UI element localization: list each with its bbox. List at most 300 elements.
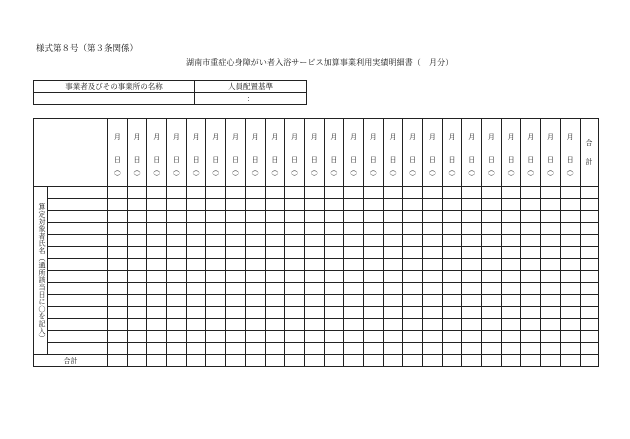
attendance-cell[interactable] <box>344 343 364 355</box>
attendance-cell[interactable] <box>108 319 128 331</box>
attendance-cell[interactable] <box>304 259 324 271</box>
attendance-cell[interactable] <box>541 187 561 199</box>
attendance-cell[interactable] <box>403 331 423 343</box>
attendance-cell[interactable] <box>245 187 265 199</box>
attendance-cell[interactable] <box>285 187 305 199</box>
row-total-cell[interactable] <box>580 331 598 343</box>
attendance-cell[interactable] <box>501 259 521 271</box>
attendance-cell[interactable] <box>462 199 482 211</box>
column-total-cell[interactable] <box>186 355 206 367</box>
attendance-cell[interactable] <box>147 259 167 271</box>
person-name-cell[interactable] <box>48 199 108 211</box>
attendance-cell[interactable] <box>147 271 167 283</box>
attendance-cell[interactable] <box>127 343 147 355</box>
attendance-cell[interactable] <box>383 199 403 211</box>
attendance-cell[interactable] <box>127 307 147 319</box>
attendance-cell[interactable] <box>285 307 305 319</box>
day-header-cell[interactable] <box>403 119 423 187</box>
attendance-cell[interactable] <box>324 199 344 211</box>
attendance-cell[interactable] <box>285 211 305 223</box>
day-header-cell[interactable] <box>304 119 324 187</box>
day-header-cell[interactable] <box>186 119 206 187</box>
attendance-cell[interactable] <box>560 247 580 259</box>
attendance-cell[interactable] <box>363 211 383 223</box>
attendance-cell[interactable] <box>108 247 128 259</box>
column-total-cell[interactable] <box>383 355 403 367</box>
attendance-cell[interactable] <box>521 307 541 319</box>
attendance-cell[interactable] <box>442 247 462 259</box>
attendance-cell[interactable] <box>285 283 305 295</box>
attendance-cell[interactable] <box>423 271 443 283</box>
attendance-cell[interactable] <box>186 247 206 259</box>
attendance-cell[interactable] <box>324 223 344 235</box>
attendance-cell[interactable] <box>521 295 541 307</box>
row-total-cell[interactable] <box>580 319 598 331</box>
day-header-cell[interactable] <box>423 119 443 187</box>
attendance-cell[interactable] <box>560 319 580 331</box>
attendance-cell[interactable] <box>462 187 482 199</box>
attendance-cell[interactable] <box>285 319 305 331</box>
attendance-cell[interactable] <box>226 331 246 343</box>
attendance-cell[interactable] <box>245 319 265 331</box>
day-header-cell[interactable] <box>383 119 403 187</box>
person-name-cell[interactable] <box>48 247 108 259</box>
row-total-cell[interactable] <box>580 247 598 259</box>
attendance-cell[interactable] <box>206 307 226 319</box>
attendance-cell[interactable] <box>363 343 383 355</box>
attendance-cell[interactable] <box>245 331 265 343</box>
attendance-cell[interactable] <box>285 295 305 307</box>
attendance-cell[interactable] <box>521 247 541 259</box>
attendance-cell[interactable] <box>226 343 246 355</box>
attendance-cell[interactable] <box>186 223 206 235</box>
attendance-cell[interactable] <box>541 343 561 355</box>
attendance-cell[interactable] <box>423 187 443 199</box>
attendance-cell[interactable] <box>324 211 344 223</box>
column-total-cell[interactable] <box>423 355 443 367</box>
column-total-cell[interactable] <box>285 355 305 367</box>
attendance-cell[interactable] <box>423 319 443 331</box>
attendance-cell[interactable] <box>127 319 147 331</box>
person-name-cell[interactable] <box>48 259 108 271</box>
attendance-cell[interactable] <box>501 235 521 247</box>
attendance-cell[interactable] <box>324 271 344 283</box>
attendance-cell[interactable] <box>482 283 502 295</box>
attendance-cell[interactable] <box>423 235 443 247</box>
attendance-cell[interactable] <box>206 247 226 259</box>
column-total-cell[interactable] <box>403 355 423 367</box>
attendance-cell[interactable] <box>442 259 462 271</box>
attendance-cell[interactable] <box>462 271 482 283</box>
day-header-cell[interactable] <box>541 119 561 187</box>
attendance-cell[interactable] <box>482 319 502 331</box>
person-name-cell[interactable] <box>48 295 108 307</box>
column-total-cell[interactable] <box>501 355 521 367</box>
attendance-cell[interactable] <box>521 259 541 271</box>
attendance-cell[interactable] <box>403 199 423 211</box>
attendance-cell[interactable] <box>383 343 403 355</box>
attendance-cell[interactable] <box>324 247 344 259</box>
attendance-cell[interactable] <box>521 211 541 223</box>
attendance-cell[interactable] <box>482 307 502 319</box>
attendance-cell[interactable] <box>186 319 206 331</box>
attendance-cell[interactable] <box>206 187 226 199</box>
day-header-cell[interactable] <box>482 119 502 187</box>
attendance-cell[interactable] <box>403 259 423 271</box>
person-name-cell[interactable] <box>48 319 108 331</box>
attendance-cell[interactable] <box>147 235 167 247</box>
attendance-cell[interactable] <box>265 223 285 235</box>
attendance-cell[interactable] <box>324 235 344 247</box>
attendance-cell[interactable] <box>363 235 383 247</box>
attendance-cell[interactable] <box>501 283 521 295</box>
attendance-cell[interactable] <box>560 283 580 295</box>
attendance-cell[interactable] <box>265 247 285 259</box>
attendance-cell[interactable] <box>541 331 561 343</box>
attendance-cell[interactable] <box>383 295 403 307</box>
attendance-cell[interactable] <box>541 223 561 235</box>
attendance-cell[interactable] <box>108 307 128 319</box>
column-total-cell[interactable] <box>304 355 324 367</box>
day-header-cell[interactable] <box>265 119 285 187</box>
attendance-cell[interactable] <box>245 199 265 211</box>
attendance-cell[interactable] <box>206 199 226 211</box>
attendance-cell[interactable] <box>226 259 246 271</box>
attendance-cell[interactable] <box>285 247 305 259</box>
attendance-cell[interactable] <box>403 187 423 199</box>
attendance-cell[interactable] <box>167 259 187 271</box>
provider-name-value[interactable] <box>34 93 195 105</box>
attendance-cell[interactable] <box>265 235 285 247</box>
person-name-cell[interactable] <box>48 307 108 319</box>
attendance-cell[interactable] <box>363 295 383 307</box>
attendance-cell[interactable] <box>403 295 423 307</box>
attendance-cell[interactable] <box>226 199 246 211</box>
column-total-cell[interactable] <box>245 355 265 367</box>
attendance-cell[interactable] <box>186 331 206 343</box>
attendance-cell[interactable] <box>186 259 206 271</box>
attendance-cell[interactable] <box>186 199 206 211</box>
attendance-cell[interactable] <box>521 283 541 295</box>
column-total-cell[interactable] <box>226 355 246 367</box>
attendance-cell[interactable] <box>423 199 443 211</box>
day-header-cell[interactable] <box>324 119 344 187</box>
attendance-cell[interactable] <box>521 199 541 211</box>
attendance-cell[interactable] <box>226 223 246 235</box>
person-name-cell[interactable] <box>48 271 108 283</box>
attendance-cell[interactable] <box>442 319 462 331</box>
attendance-cell[interactable] <box>226 271 246 283</box>
attendance-cell[interactable] <box>482 331 502 343</box>
attendance-cell[interactable] <box>442 211 462 223</box>
attendance-cell[interactable] <box>403 247 423 259</box>
attendance-cell[interactable] <box>344 319 364 331</box>
attendance-cell[interactable] <box>265 295 285 307</box>
attendance-cell[interactable] <box>560 199 580 211</box>
attendance-cell[interactable] <box>147 307 167 319</box>
attendance-cell[interactable] <box>541 319 561 331</box>
attendance-cell[interactable] <box>560 295 580 307</box>
attendance-cell[interactable] <box>541 295 561 307</box>
attendance-cell[interactable] <box>304 343 324 355</box>
attendance-cell[interactable] <box>403 235 423 247</box>
attendance-cell[interactable] <box>462 235 482 247</box>
attendance-cell[interactable] <box>167 307 187 319</box>
attendance-cell[interactable] <box>403 319 423 331</box>
attendance-cell[interactable] <box>363 271 383 283</box>
attendance-cell[interactable] <box>521 271 541 283</box>
column-total-cell[interactable] <box>127 355 147 367</box>
attendance-cell[interactable] <box>482 187 502 199</box>
attendance-cell[interactable] <box>304 235 324 247</box>
attendance-cell[interactable] <box>383 331 403 343</box>
attendance-cell[interactable] <box>226 235 246 247</box>
attendance-cell[interactable] <box>206 259 226 271</box>
attendance-cell[interactable] <box>127 331 147 343</box>
attendance-cell[interactable] <box>147 223 167 235</box>
attendance-cell[interactable] <box>304 319 324 331</box>
attendance-cell[interactable] <box>167 247 187 259</box>
attendance-cell[interactable] <box>403 271 423 283</box>
attendance-cell[interactable] <box>206 211 226 223</box>
attendance-cell[interactable] <box>226 211 246 223</box>
attendance-cell[interactable] <box>186 235 206 247</box>
attendance-cell[interactable] <box>167 343 187 355</box>
attendance-cell[interactable] <box>482 223 502 235</box>
attendance-cell[interactable] <box>423 259 443 271</box>
attendance-cell[interactable] <box>462 211 482 223</box>
attendance-cell[interactable] <box>226 319 246 331</box>
column-total-cell[interactable] <box>580 355 598 367</box>
attendance-cell[interactable] <box>245 223 265 235</box>
attendance-cell[interactable] <box>108 235 128 247</box>
attendance-cell[interactable] <box>206 331 226 343</box>
attendance-cell[interactable] <box>541 283 561 295</box>
attendance-cell[interactable] <box>403 283 423 295</box>
attendance-cell[interactable] <box>560 343 580 355</box>
attendance-cell[interactable] <box>304 199 324 211</box>
day-header-cell[interactable] <box>167 119 187 187</box>
attendance-cell[interactable] <box>442 187 462 199</box>
attendance-cell[interactable] <box>560 331 580 343</box>
person-name-cell[interactable] <box>48 211 108 223</box>
attendance-cell[interactable] <box>186 271 206 283</box>
person-name-cell[interactable] <box>48 187 108 199</box>
attendance-cell[interactable] <box>560 307 580 319</box>
attendance-cell[interactable] <box>541 271 561 283</box>
attendance-cell[interactable] <box>383 307 403 319</box>
attendance-cell[interactable] <box>501 295 521 307</box>
staffing-standard-value[interactable]: ： <box>195 93 307 105</box>
attendance-cell[interactable] <box>363 187 383 199</box>
attendance-cell[interactable] <box>245 295 265 307</box>
person-name-cell[interactable] <box>48 235 108 247</box>
attendance-cell[interactable] <box>147 343 167 355</box>
day-header-cell[interactable] <box>245 119 265 187</box>
attendance-cell[interactable] <box>245 343 265 355</box>
attendance-cell[interactable] <box>363 223 383 235</box>
attendance-cell[interactable] <box>265 187 285 199</box>
attendance-cell[interactable] <box>245 211 265 223</box>
attendance-cell[interactable] <box>245 307 265 319</box>
column-total-cell[interactable] <box>482 355 502 367</box>
attendance-cell[interactable] <box>383 319 403 331</box>
attendance-cell[interactable] <box>167 235 187 247</box>
attendance-cell[interactable] <box>482 343 502 355</box>
attendance-cell[interactable] <box>108 331 128 343</box>
day-header-cell[interactable] <box>285 119 305 187</box>
attendance-cell[interactable] <box>442 223 462 235</box>
attendance-cell[interactable] <box>442 199 462 211</box>
attendance-cell[interactable] <box>147 319 167 331</box>
attendance-cell[interactable] <box>363 247 383 259</box>
attendance-cell[interactable] <box>206 223 226 235</box>
row-total-cell[interactable] <box>580 223 598 235</box>
attendance-cell[interactable] <box>462 307 482 319</box>
attendance-cell[interactable] <box>383 283 403 295</box>
person-name-cell[interactable] <box>48 283 108 295</box>
attendance-cell[interactable] <box>363 307 383 319</box>
row-total-cell[interactable] <box>580 343 598 355</box>
attendance-cell[interactable] <box>226 295 246 307</box>
attendance-cell[interactable] <box>265 319 285 331</box>
day-header-cell[interactable] <box>521 119 541 187</box>
attendance-cell[interactable] <box>245 235 265 247</box>
column-total-cell[interactable] <box>560 355 580 367</box>
attendance-cell[interactable] <box>265 283 285 295</box>
row-total-cell[interactable] <box>580 259 598 271</box>
row-total-cell[interactable] <box>580 307 598 319</box>
attendance-cell[interactable] <box>324 331 344 343</box>
attendance-cell[interactable] <box>304 283 324 295</box>
attendance-cell[interactable] <box>501 211 521 223</box>
attendance-cell[interactable] <box>324 319 344 331</box>
attendance-cell[interactable] <box>206 319 226 331</box>
day-header-cell[interactable] <box>501 119 521 187</box>
attendance-cell[interactable] <box>442 295 462 307</box>
column-total-cell[interactable] <box>442 355 462 367</box>
attendance-cell[interactable] <box>167 199 187 211</box>
attendance-cell[interactable] <box>501 307 521 319</box>
attendance-cell[interactable] <box>167 331 187 343</box>
attendance-cell[interactable] <box>127 247 147 259</box>
attendance-cell[interactable] <box>186 211 206 223</box>
attendance-cell[interactable] <box>363 259 383 271</box>
attendance-cell[interactable] <box>423 343 443 355</box>
attendance-cell[interactable] <box>245 283 265 295</box>
attendance-cell[interactable] <box>108 199 128 211</box>
attendance-cell[interactable] <box>108 343 128 355</box>
attendance-cell[interactable] <box>226 307 246 319</box>
attendance-cell[interactable] <box>206 343 226 355</box>
attendance-cell[interactable] <box>363 199 383 211</box>
attendance-cell[interactable] <box>501 187 521 199</box>
row-total-cell[interactable] <box>580 235 598 247</box>
attendance-cell[interactable] <box>186 283 206 295</box>
row-total-cell[interactable] <box>580 295 598 307</box>
person-name-cell[interactable] <box>48 223 108 235</box>
attendance-cell[interactable] <box>442 271 462 283</box>
attendance-cell[interactable] <box>344 331 364 343</box>
attendance-cell[interactable] <box>285 259 305 271</box>
attendance-cell[interactable] <box>344 247 364 259</box>
attendance-cell[interactable] <box>108 283 128 295</box>
attendance-cell[interactable] <box>423 283 443 295</box>
attendance-cell[interactable] <box>442 235 462 247</box>
attendance-cell[interactable] <box>245 247 265 259</box>
column-total-cell[interactable] <box>462 355 482 367</box>
day-header-cell[interactable] <box>344 119 364 187</box>
attendance-cell[interactable] <box>285 343 305 355</box>
day-header-cell[interactable] <box>226 119 246 187</box>
attendance-cell[interactable] <box>206 271 226 283</box>
attendance-cell[interactable] <box>344 187 364 199</box>
day-header-cell[interactable] <box>363 119 383 187</box>
attendance-cell[interactable] <box>541 211 561 223</box>
attendance-cell[interactable] <box>324 343 344 355</box>
attendance-cell[interactable] <box>344 211 364 223</box>
attendance-cell[interactable] <box>383 223 403 235</box>
attendance-cell[interactable] <box>245 271 265 283</box>
attendance-cell[interactable] <box>482 199 502 211</box>
column-total-cell[interactable] <box>167 355 187 367</box>
attendance-cell[interactable] <box>344 307 364 319</box>
attendance-cell[interactable] <box>186 307 206 319</box>
attendance-cell[interactable] <box>344 259 364 271</box>
column-total-cell[interactable] <box>324 355 344 367</box>
row-total-cell[interactable] <box>580 271 598 283</box>
attendance-cell[interactable] <box>462 283 482 295</box>
row-total-cell[interactable] <box>580 187 598 199</box>
attendance-cell[interactable] <box>383 247 403 259</box>
attendance-cell[interactable] <box>482 247 502 259</box>
attendance-cell[interactable] <box>501 319 521 331</box>
day-header-cell[interactable] <box>147 119 167 187</box>
attendance-cell[interactable] <box>462 343 482 355</box>
attendance-cell[interactable] <box>423 331 443 343</box>
attendance-cell[interactable] <box>344 283 364 295</box>
column-total-cell[interactable] <box>108 355 128 367</box>
attendance-cell[interactable] <box>344 271 364 283</box>
attendance-cell[interactable] <box>541 247 561 259</box>
attendance-cell[interactable] <box>265 271 285 283</box>
attendance-cell[interactable] <box>108 295 128 307</box>
attendance-cell[interactable] <box>324 259 344 271</box>
attendance-cell[interactable] <box>501 271 521 283</box>
row-total-cell[interactable] <box>580 199 598 211</box>
attendance-cell[interactable] <box>344 199 364 211</box>
attendance-cell[interactable] <box>501 223 521 235</box>
attendance-cell[interactable] <box>423 211 443 223</box>
attendance-cell[interactable] <box>127 211 147 223</box>
column-total-cell[interactable] <box>147 355 167 367</box>
attendance-cell[interactable] <box>324 283 344 295</box>
attendance-cell[interactable] <box>167 295 187 307</box>
attendance-cell[interactable] <box>147 283 167 295</box>
attendance-cell[interactable] <box>324 295 344 307</box>
attendance-cell[interactable] <box>285 199 305 211</box>
column-total-cell[interactable] <box>206 355 226 367</box>
attendance-cell[interactable] <box>482 235 502 247</box>
attendance-cell[interactable] <box>285 331 305 343</box>
attendance-cell[interactable] <box>167 223 187 235</box>
attendance-cell[interactable] <box>423 247 443 259</box>
day-header-cell[interactable] <box>108 119 128 187</box>
attendance-cell[interactable] <box>206 295 226 307</box>
attendance-cell[interactable] <box>482 211 502 223</box>
person-name-cell[interactable] <box>48 331 108 343</box>
column-total-cell[interactable] <box>363 355 383 367</box>
